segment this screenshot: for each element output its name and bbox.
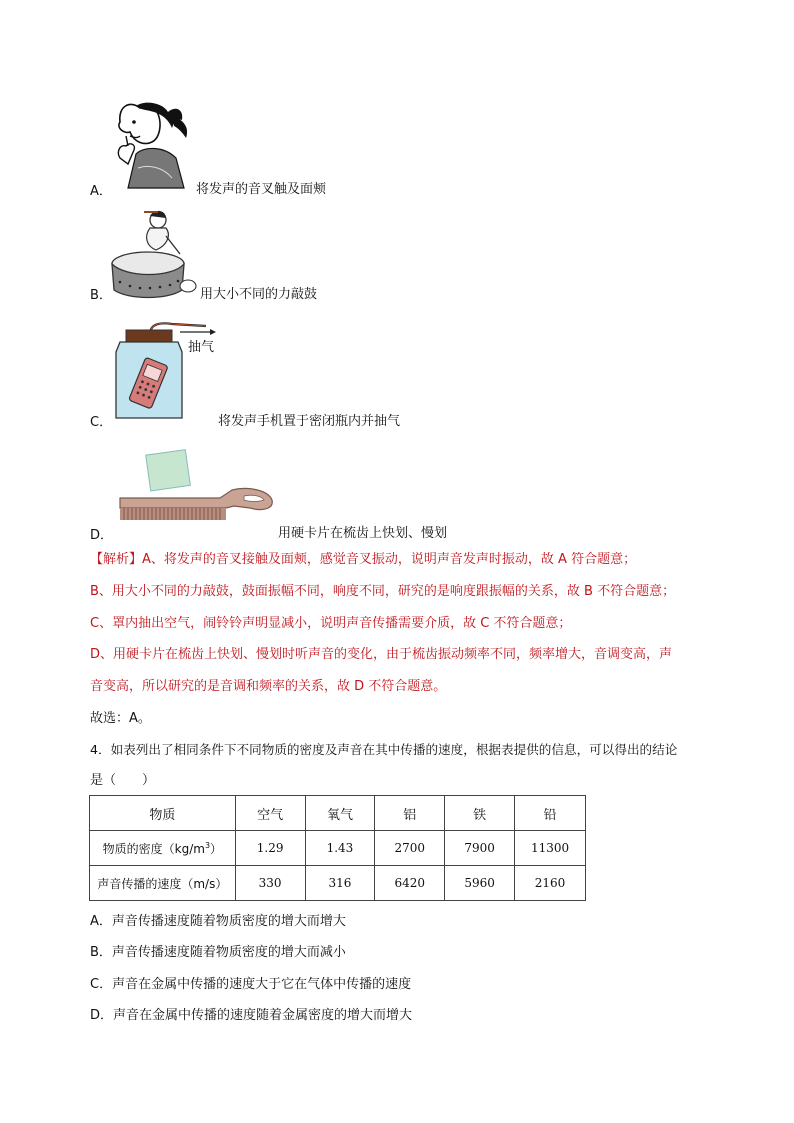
option-a-text: 将发声的音叉触及面颊 bbox=[196, 182, 327, 197]
density-cell: 2700 bbox=[375, 831, 445, 866]
speed-cell: 5960 bbox=[445, 866, 515, 901]
density-label: 物质的密度（kg/m bbox=[102, 841, 205, 856]
density-cell: 1.43 bbox=[305, 831, 375, 866]
speed-cell: 316 bbox=[305, 866, 375, 901]
analysis-line-2: B、用大小不同的力敲鼓，鼓面振幅不同，响度不同，研究的是响度跟振幅的关系，故 B 不符合题意； bbox=[90, 584, 676, 599]
density-cell: 7900 bbox=[445, 831, 515, 866]
analysis-text-a: A、将发声的音叉接触及面颊，感觉音叉振动，说明声音发声时振动，故 A 符合题意； bbox=[142, 552, 637, 567]
analysis-line-1 bbox=[90, 548, 636, 567]
option-b-letter: B． bbox=[90, 288, 112, 303]
density-cell: 1.29 bbox=[235, 831, 305, 866]
option-c-letter: C． bbox=[90, 415, 113, 430]
q4-option-b: B．声音传播速度随着物质密度的增大而减小 bbox=[90, 945, 346, 960]
speed-cell: 6420 bbox=[375, 866, 445, 901]
pump-air-label: 抽气 bbox=[188, 340, 215, 355]
header-cell: 空气 bbox=[235, 796, 305, 831]
density-speed-table bbox=[89, 795, 586, 901]
question-4-stem-line-1: 4．如表列出了相同条件下不同物质的密度及声音在其中传播的速度，根据表提供的信息，可以得出的结论 bbox=[90, 742, 678, 757]
density-label-close: ） bbox=[210, 841, 223, 856]
speed-cell: 330 bbox=[235, 866, 305, 901]
density-label-cell bbox=[90, 831, 236, 866]
q4-option-c: C．声音在金属中传播的速度大于它在气体中传播的速度 bbox=[90, 977, 412, 992]
density-unit-exponent: 3 bbox=[204, 840, 211, 850]
option-d-text: 用硬卡片在梳齿上快划、慢划 bbox=[278, 526, 448, 541]
drum-illustration bbox=[110, 206, 200, 300]
header-cell: 铁 bbox=[445, 796, 515, 831]
option-a-letter: A． bbox=[90, 184, 112, 199]
q4-option-a: A．声音传播速度随着物质密度的增大而增大 bbox=[90, 914, 346, 929]
option-d-letter: D． bbox=[90, 528, 114, 543]
q4-option-d: D．声音在金属中传播的速度随着金属密度的增大而增大 bbox=[90, 1008, 413, 1023]
analysis-line-3: C、罩内抽出空气，闹铃铃声明显减小，说明声音传播需要介质，故 C 不符合题意； bbox=[90, 616, 572, 631]
tuning-fork-girl-illustration bbox=[110, 98, 196, 190]
density-cell: 11300 bbox=[515, 831, 586, 866]
table-row-speed bbox=[90, 866, 586, 901]
header-cell: 氧气 bbox=[305, 796, 375, 831]
header-cell: 铅 bbox=[515, 796, 586, 831]
speed-cell: 2160 bbox=[515, 866, 586, 901]
table-row-density bbox=[90, 831, 586, 866]
comb-and-card-illustration bbox=[116, 446, 276, 526]
table-header-row bbox=[90, 796, 586, 831]
option-b-text: 用大小不同的力敲鼓 bbox=[200, 287, 318, 302]
question-4-stem-line-2: 是（ ） bbox=[90, 773, 156, 788]
header-cell: 物质 bbox=[90, 796, 236, 831]
speed-label-cell: 声音传播的速度（m/s） bbox=[90, 866, 236, 901]
analysis-line-4: D、用硬卡片在梳齿上快划、慢划时听声音的变化，由于梳齿振动频率不同，频率增大，音调变高，声 bbox=[90, 647, 673, 662]
option-c-text: 将发声手机置于密闭瓶内并抽气 bbox=[218, 414, 401, 429]
answer-line: 故选：A。 bbox=[90, 711, 151, 726]
header-cell: 铝 bbox=[375, 796, 445, 831]
analysis-line-5: 音变高，所以研究的是音调和频率的关系，故 D 不符合题意。 bbox=[90, 679, 447, 694]
phone-in-jar-illustration bbox=[110, 318, 220, 422]
analysis-tag: 【解析】 bbox=[90, 552, 143, 567]
